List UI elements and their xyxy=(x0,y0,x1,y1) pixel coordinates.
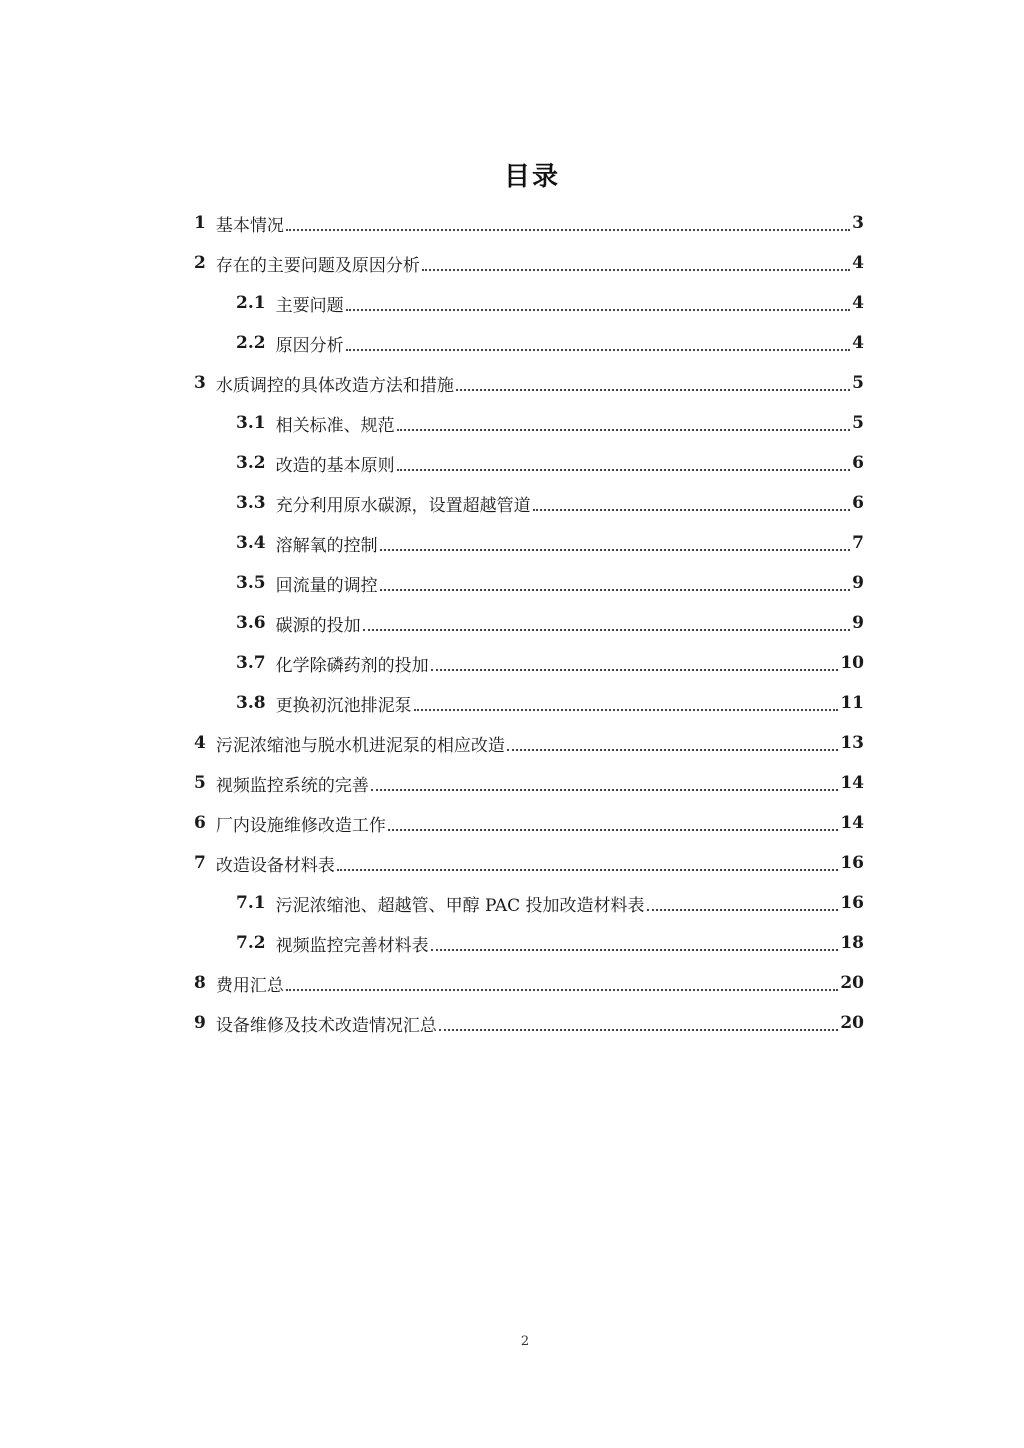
toc-dot-leader xyxy=(422,268,850,271)
toc-entry[interactable] xyxy=(194,643,864,683)
toc-entry-page: 9 xyxy=(852,613,864,633)
toc-entry[interactable] xyxy=(194,963,864,1003)
toc-entry[interactable] xyxy=(194,603,864,643)
toc-entry-page: 18 xyxy=(840,933,864,953)
toc-dot-leader xyxy=(286,988,838,991)
toc-entry-number: 3.3 xyxy=(236,493,266,513)
toc-entry-number: 3.6 xyxy=(236,613,266,633)
toc-entry-page: 9 xyxy=(852,573,864,593)
toc-entry-page: 20 xyxy=(840,973,864,993)
toc-entry-page: 4 xyxy=(852,253,864,273)
toc-dot-leader xyxy=(397,468,851,471)
toc-entry[interactable] xyxy=(194,403,864,443)
toc-dot-leader xyxy=(414,708,839,711)
toc-entry-title: 碳源的投加 xyxy=(275,615,361,636)
toc-dot-leader xyxy=(380,548,851,551)
toc-entry-page: 13 xyxy=(840,733,864,753)
toc-entry[interactable] xyxy=(194,723,864,763)
toc-dot-leader xyxy=(431,948,839,951)
toc-dot-leader xyxy=(397,428,851,431)
toc-entry-number: 6 xyxy=(194,813,206,833)
toc-dot-leader xyxy=(286,228,850,231)
toc-entry-title: 改造设备材料表 xyxy=(215,855,335,876)
toc-entry-title: 水质调控的具体改造方法和措施 xyxy=(215,375,454,396)
toc-entry-number: 3.1 xyxy=(236,413,266,433)
toc-entry-page: 14 xyxy=(840,813,864,833)
toc-dot-leader xyxy=(337,868,838,871)
toc-entry-page: 16 xyxy=(840,893,864,913)
toc-dot-leader xyxy=(431,668,839,671)
table-of-contents xyxy=(194,203,864,1043)
toc-dot-leader xyxy=(371,788,838,791)
toc-entry-number: 4 xyxy=(194,733,206,753)
toc-entry-title: 回流量的调控 xyxy=(275,575,378,596)
toc-entry-title: 原因分析 xyxy=(275,335,344,356)
toc-entry[interactable] xyxy=(194,1003,864,1043)
toc-entry-title: 改造的基本原则 xyxy=(275,455,395,476)
toc-entry-number: 9 xyxy=(194,1013,206,1033)
toc-entry-title: 污泥浓缩池、超越管、甲醇 PAC 投加改造材料表 xyxy=(275,895,645,916)
toc-entry-page: 10 xyxy=(840,653,864,673)
toc-entry-number: 7 xyxy=(194,853,206,873)
toc-dot-leader xyxy=(507,748,838,751)
toc-entry-number: 2.1 xyxy=(236,293,266,313)
toc-entry-title: 化学除磷药剂的投加 xyxy=(275,655,429,676)
toc-entry-number: 3.8 xyxy=(236,693,266,713)
toc-dot-leader xyxy=(363,628,851,631)
toc-entry-page: 14 xyxy=(840,773,864,793)
toc-entry-number: 3.4 xyxy=(236,533,266,553)
toc-entry-title: 更换初沉池排泥泵 xyxy=(275,695,412,716)
toc-entry[interactable] xyxy=(194,323,864,363)
toc-entry-number: 5 xyxy=(194,773,206,793)
toc-entry-title: 存在的主要问题及原因分析 xyxy=(215,255,420,276)
toc-entry-number: 2 xyxy=(194,253,206,273)
toc-entry-number: 3.7 xyxy=(236,653,266,673)
toc-entry-page: 7 xyxy=(852,533,864,553)
toc-entry[interactable] xyxy=(194,283,864,323)
toc-entry-number: 2.2 xyxy=(236,333,266,353)
toc-entry[interactable] xyxy=(194,203,864,243)
toc-entry-page: 16 xyxy=(840,853,864,873)
toc-dot-leader xyxy=(647,908,839,911)
toc-dot-leader xyxy=(346,308,851,311)
toc-entry[interactable] xyxy=(194,763,864,803)
toc-entry[interactable] xyxy=(194,483,864,523)
toc-entry[interactable] xyxy=(194,923,864,963)
toc-dot-leader xyxy=(456,388,850,391)
toc-entry[interactable] xyxy=(194,363,864,403)
toc-entry-number: 7.1 xyxy=(236,893,266,913)
toc-entry-number: 8 xyxy=(194,973,206,993)
toc-dot-leader xyxy=(346,348,851,351)
toc-entry-title: 相关标准、规范 xyxy=(275,415,395,436)
toc-entry-number: 3 xyxy=(194,373,206,393)
toc-entry[interactable] xyxy=(194,563,864,603)
toc-entry-title: 视频监控完善材料表 xyxy=(275,935,429,956)
toc-entry-title: 污泥浓缩池与脱水机进泥泵的相应改造 xyxy=(215,735,505,756)
toc-entry-title: 视频监控系统的完善 xyxy=(215,775,369,796)
toc-entry-number: 7.2 xyxy=(236,933,266,953)
toc-entry-page: 20 xyxy=(840,1013,864,1033)
toc-entry-title: 充分利用原水碳源，设置超越管道 xyxy=(275,495,531,516)
toc-entry-page: 11 xyxy=(840,693,864,713)
toc-entry-title: 费用汇总 xyxy=(215,975,284,996)
toc-entry[interactable] xyxy=(194,803,864,843)
toc-entry-title: 溶解氧的控制 xyxy=(275,535,378,556)
toc-entry-title: 设备维修及技术改造情况汇总 xyxy=(215,1015,437,1036)
toc-entry-title: 基本情况 xyxy=(215,215,284,236)
toc-dot-leader xyxy=(380,588,851,591)
toc-entry[interactable] xyxy=(194,243,864,283)
toc-dot-leader xyxy=(439,1028,838,1031)
toc-dot-leader xyxy=(533,508,851,511)
toc-entry[interactable] xyxy=(194,523,864,563)
toc-entry-page: 3 xyxy=(852,213,864,233)
page-number: 2 xyxy=(520,1334,530,1349)
toc-entry-number: 1 xyxy=(194,213,206,233)
toc-entry[interactable] xyxy=(194,683,864,723)
toc-entry-page: 5 xyxy=(852,373,864,393)
toc-entry-page: 6 xyxy=(852,493,864,513)
toc-entry[interactable] xyxy=(194,883,864,923)
toc-entry-number: 3.5 xyxy=(236,573,266,593)
toc-entry-page: 5 xyxy=(852,413,864,433)
toc-entry-page: 4 xyxy=(852,333,864,353)
toc-entry[interactable] xyxy=(194,843,864,883)
toc-entry-title: 厂内设施维修改造工作 xyxy=(215,815,386,836)
toc-entry-page: 4 xyxy=(852,293,864,313)
toc-entry-page: 6 xyxy=(852,453,864,473)
toc-entry-title: 主要问题 xyxy=(275,295,344,316)
toc-dot-leader xyxy=(388,828,838,831)
toc-title: 目录 xyxy=(503,162,560,192)
toc-entry[interactable] xyxy=(194,443,864,483)
toc-entry-number: 3.2 xyxy=(236,453,266,473)
